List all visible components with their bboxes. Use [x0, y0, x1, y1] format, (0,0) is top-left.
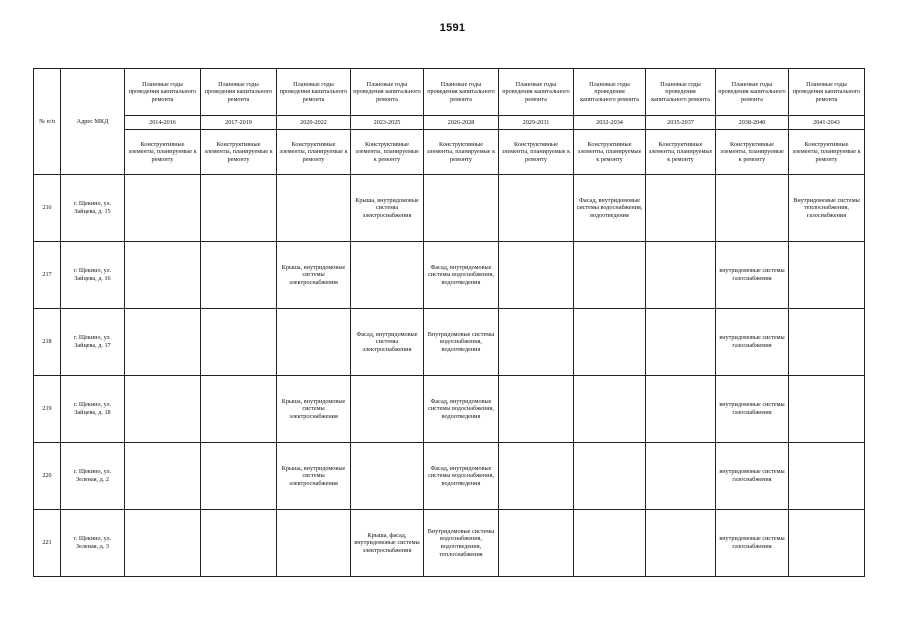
year-range-header: 2029-2031 — [499, 116, 574, 130]
repair-works-cell: Фасад, внутридомовые системы водоснабжения, водоотведения — [424, 443, 499, 510]
year-range-header: 2038-2040 — [716, 116, 789, 130]
repair-works-cell — [201, 510, 277, 577]
column-header-period: Плановые годы проведения капитального ремонта — [499, 69, 574, 116]
repair-works-cell — [424, 175, 499, 242]
repair-works-cell — [789, 376, 865, 443]
repair-works-cell — [201, 242, 277, 309]
row-address: г. Щекино, ул. Зайцева, д. 16 — [61, 242, 125, 309]
year-range-header: 2017-2019 — [201, 116, 277, 130]
row-number: 221 — [34, 510, 61, 577]
repair-works-cell — [789, 443, 865, 510]
header-row-years — [34, 116, 865, 130]
repair-works-cell — [574, 376, 646, 443]
elements-header: Конструктивные элементы, планируемые к ремонту — [424, 130, 499, 175]
repair-works-cell: Крыша, внутридомовые системы электроснабжения — [277, 242, 351, 309]
elements-header: Конструктивные элементы, планируемые к ремонту — [499, 130, 574, 175]
repair-works-cell: Крыша, фасад, внутридомовые системы электроснабжения — [351, 510, 424, 577]
repair-works-cell — [125, 376, 201, 443]
repair-works-cell: Крыша, внутридомовые системы электроснабжения — [351, 175, 424, 242]
repair-works-cell — [646, 376, 716, 443]
column-header-period: Плановые годы проведения капитального ремонта — [574, 69, 646, 116]
repair-works-cell — [201, 443, 277, 510]
repair-works-cell — [277, 510, 351, 577]
elements-header: Конструктивные элементы, планируемые к ремонту — [574, 130, 646, 175]
repair-works-cell — [499, 175, 574, 242]
table-row — [34, 175, 865, 242]
header-row-period — [34, 69, 865, 116]
row-number: 216 — [34, 175, 61, 242]
table-row — [34, 309, 865, 376]
repair-works-cell — [499, 510, 574, 577]
repair-works-cell — [789, 242, 865, 309]
repair-works-cell — [351, 242, 424, 309]
table-row — [34, 376, 865, 443]
year-range-header: 2014-2016 — [125, 116, 201, 130]
year-range-header: 2026-2028 — [424, 116, 499, 130]
repair-works-cell — [574, 242, 646, 309]
repair-works-cell — [646, 175, 716, 242]
elements-header: Конструктивные элементы, планируемые к ремонту — [201, 130, 277, 175]
repair-works-cell — [499, 376, 574, 443]
year-range-header: 2032-2034 — [574, 116, 646, 130]
repair-works-cell — [646, 443, 716, 510]
year-range-header: 2035-2037 — [646, 116, 716, 130]
repair-works-cell: Крыша, внутридомовые системы электроснабжения — [277, 376, 351, 443]
column-header-period: Плановые годы проведения капитального ремонта — [716, 69, 789, 116]
capital-repair-plan-table — [33, 68, 865, 577]
row-number: 219 — [34, 376, 61, 443]
repair-works-cell — [201, 309, 277, 376]
repair-works-cell — [201, 175, 277, 242]
repair-works-cell: Фасад, внутридомовые системы электроснабжения — [351, 309, 424, 376]
repair-works-cell: внутридомовые системы газоснабжения — [716, 242, 789, 309]
repair-works-cell — [125, 443, 201, 510]
row-address: г. Щекино, ул. Зайцева, д. 17 — [61, 309, 125, 376]
elements-header: Конструктивные элементы, планируемые к ремонту — [277, 130, 351, 175]
page-number: 1591 — [439, 22, 466, 34]
table-row — [34, 510, 865, 577]
row-address: г. Щекино, ул. Зайцева, д. 15 — [61, 175, 125, 242]
row-address: г. Щекино, ул. Зайцева, д. 18 — [61, 376, 125, 443]
row-number: 217 — [34, 242, 61, 309]
repair-works-cell: Фасад, внутридомовые системы водоснабжения, водоотведения — [424, 242, 499, 309]
repair-works-cell — [201, 376, 277, 443]
column-header-period: Плановые годы проведения капитального ремонта — [201, 69, 277, 116]
header-row-elements — [34, 130, 865, 175]
repair-works-cell: Внутридомовые системы теплоснабжения, газоснабжения — [789, 175, 865, 242]
year-range-header: 2023-2025 — [351, 116, 424, 130]
repair-works-cell — [646, 309, 716, 376]
repair-works-cell: Внутридомовые системы водоснабжения, водоотведения, теплоснабжения — [424, 510, 499, 577]
table-row — [34, 242, 865, 309]
repair-works-cell — [125, 175, 201, 242]
repair-works-cell — [125, 510, 201, 577]
elements-header: Конструктивные элементы, планируемые к ремонту — [351, 130, 424, 175]
repair-works-cell: внутридомовые системы газоснабжения — [716, 309, 789, 376]
table-row — [34, 443, 865, 510]
column-header-period: Плановые годы проведения капитального ремонта — [351, 69, 424, 116]
column-header-period: Плановые годы проведения капитального ремонта — [424, 69, 499, 116]
repair-works-cell — [351, 443, 424, 510]
repair-works-cell: Фасад, внутридомовые системы водоснабжения, водоотведения — [424, 376, 499, 443]
year-range-header: 2020-2022 — [277, 116, 351, 130]
repair-works-cell — [277, 175, 351, 242]
repair-works-cell — [499, 309, 574, 376]
repair-works-cell: внутридомовые системы газоснабжения — [716, 376, 789, 443]
repair-works-cell — [789, 510, 865, 577]
repair-works-cell — [646, 510, 716, 577]
repair-works-cell — [125, 309, 201, 376]
repair-works-cell — [574, 510, 646, 577]
column-header-address: Адрес МКД — [61, 69, 125, 175]
column-header-period: Плановые годы проведения капитального ремонта — [789, 69, 865, 116]
repair-works-cell — [574, 443, 646, 510]
row-address: г. Щекино, ул. Зеленая, д. 2 — [61, 443, 125, 510]
repair-works-cell: Крыша, внутридомовые системы электроснабжения — [277, 443, 351, 510]
repair-works-cell — [499, 242, 574, 309]
repair-works-cell: Внутридомовые системы водоснабжения, водоотведения — [424, 309, 499, 376]
repair-works-cell — [789, 309, 865, 376]
column-header-period: Плановые годы проведения капитального ремонта — [277, 69, 351, 116]
elements-header: Конструктивные элементы, планируемые к ремонту — [125, 130, 201, 175]
repair-works-cell — [646, 242, 716, 309]
row-address: г. Щекино, ул. Зеленая, д. 3 — [61, 510, 125, 577]
row-number: 218 — [34, 309, 61, 376]
repair-works-cell — [351, 376, 424, 443]
repair-works-cell: внутридомовые системы газоснабжения — [716, 510, 789, 577]
elements-header: Конструктивные элементы, планируемые к ремонту — [716, 130, 789, 175]
year-range-header: 2041-2043 — [789, 116, 865, 130]
repair-works-cell: Фасад, внутридомовые системы водоснабжения, водоотведения — [574, 175, 646, 242]
repair-works-cell — [716, 175, 789, 242]
repair-works-cell — [277, 309, 351, 376]
elements-header: Конструктивные элементы, планируемые к ремонту — [646, 130, 716, 175]
repair-works-cell — [574, 309, 646, 376]
elements-header: Конструктивные элементы, планируемые к ремонту — [789, 130, 865, 175]
repair-works-cell: внутридомовые системы газоснабжения — [716, 443, 789, 510]
column-header-period: Плановые годы проведения капитального ремонта — [125, 69, 201, 116]
repair-works-cell — [125, 242, 201, 309]
repair-works-cell — [499, 443, 574, 510]
column-header-period: Плановые годы проведения капитального ремонта — [646, 69, 716, 116]
column-header-num: № п/п — [34, 69, 61, 175]
row-number: 220 — [34, 443, 61, 510]
